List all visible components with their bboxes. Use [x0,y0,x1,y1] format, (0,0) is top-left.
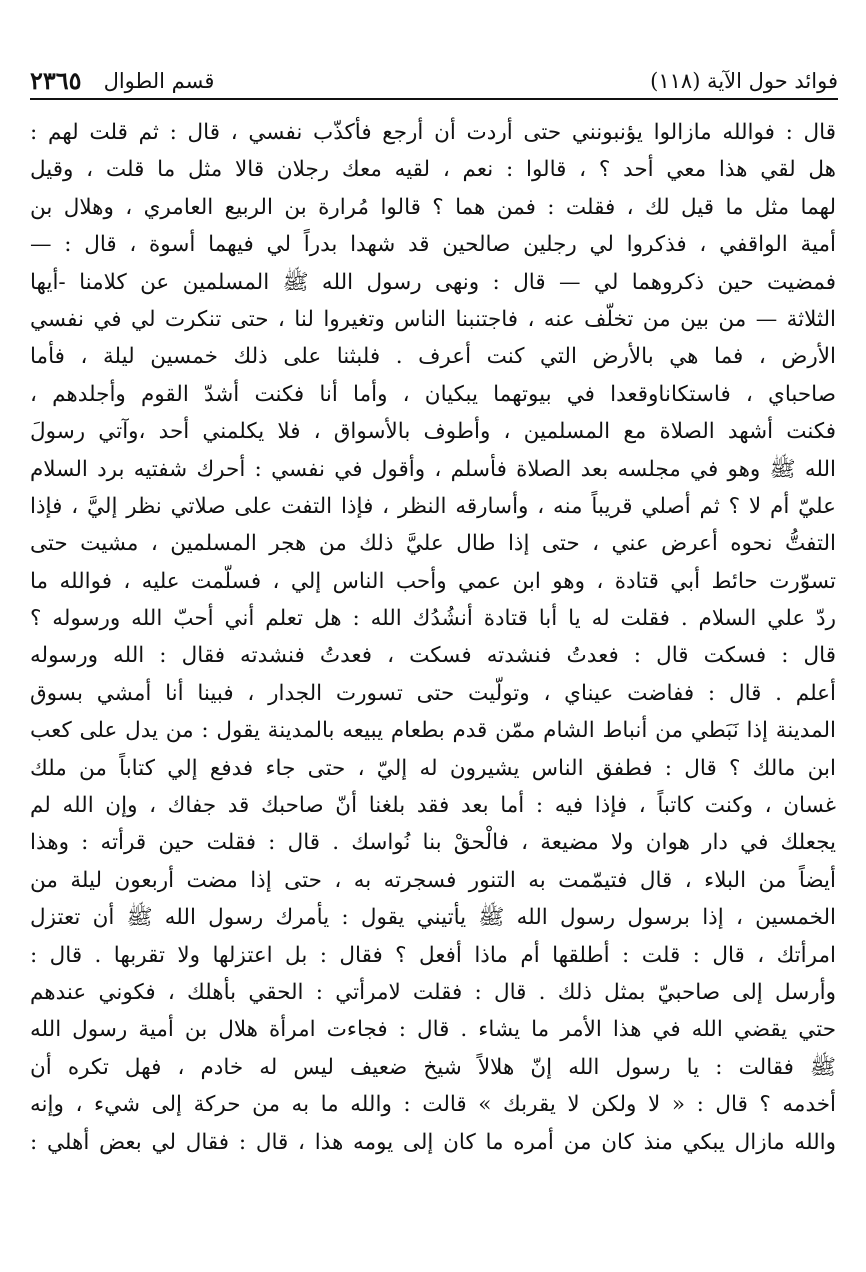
text-line: تسوّرت حائط أبي قتادة ، وهو ابن عمي وأحب الناس إلي ، فسلّمت عليه ، فوالله ما [30,568,836,594]
text-line: ﷺ فقالت : يا رسول الله إنّ هلالاً شيخ ضعيف ليس له خادم ، فهل تكره أن [30,1054,836,1080]
running-title: فوائد حول الآية (١١٨) [650,69,838,93]
text-line: والله مازال يبكي منذ كان من أمره ما كان إلى يومه هذا ، قال : فقال لي بعض أهلي : [30,1129,836,1155]
text-line: حتي يقضي الله في هذا الأمر ما يشاء . قال : فجاءت امرأة هلال بن أمية رسول الله [30,1017,836,1043]
text-line: هل لقي هذا معي أحد ؟ ، قالوا : نعم ، لقيه معك رجلان قالا مثل ما قلت ، وقيل [30,157,836,183]
text-line: أمية الواقفي ، فذكروا لي رجلين صالحين قد شهدا بدراً لي فيهما أسوة ، قال : — [30,232,836,258]
page-number: ٢٣٦٥ [30,66,82,95]
text-line: امرأتك ، قال : قلت : أطلقها أم ماذا أفعل ؟ فقال : بل اعتزلها ولا تقربها . قال : [30,942,836,968]
text-line: الله ﷺ وهو في مجلسه بعد الصلاة فأسلم ، وأقول في نفسي : أحرك شفتيه برد السلام [30,456,836,482]
header-divider [30,98,838,100]
text-line: ردّ علي السلام . فقلت له يا أبا قتادة أنشُدُك الله : هل تعلم أني أحبّ الله ورسوله ؟ [30,606,836,632]
text-line: فكنت أشهد الصلاة مع المسلمين ، وأطوف بالأسواق ، فلا يكلمني أحد ،وآتي رسولَ [30,419,836,445]
text-line: فمضيت حين ذكروهما لي — قال : ونهى رسول الله ﷺ المسلمين عن كلامنا -أيها [30,269,836,295]
text-line: لهما مثل ما قيل لك ، فقلت : فمن هما ؟ قالوا مُرارة بن الربيع العامري ، وهلال بن [30,194,836,220]
text-line: صاحباي ، فاستكاناوقعدا في بيوتهما يبكيان ، وأما أنا فكنت أشدّ القوم وأجلدهم ، [30,381,836,407]
page-header [30,56,838,96]
text-line: الثلاثة — من بين من تخلّف عنه ، فاجتنبنا الناس وتغيروا لنا ، حتى تنكرت لي في نفسي [30,306,836,332]
text-line: قال : فسكت قال : فعدتُ فنشدته فسكت ، فعدتُ فنشدته فقال : الله ورسوله [30,643,836,669]
body-text [30,114,836,1161]
text-line: قال : فوالله مازالوا يؤنبونني حتى أردت أن أرجع فأكذّب نفسي ، قال : ثم قلت لهم : [30,120,836,145]
text-line: غسان ، وكنت كاتباً ، فإذا فيه : أما بعد فقد بلغنا أنّ صاحبك قد جفاك ، وإن الله لم [30,793,836,819]
text-line: يجعلك في دار هوان ولا مضيعة ، فالْحقْ بنا نُواسك . قال : فقلت حين قرأته : وهذا [30,830,836,856]
text-line: التفتُّ نحوه أعرض عني ، حتى إذا طال عليَّ ذلك من هجر المسلمين ، مشيت حتى [30,531,836,557]
text-line: الأرض ، فما هي بالأرض التي كنت أعرف . فلبثنا على ذلك خمسين ليلة ، فأما [30,344,836,370]
text-line: المدينة إذا نَبَطي من أنباط الشام ممّن قدم بطعام يبيعه بالمدينة يقول : من يدل على كعب [30,718,836,744]
text-line: أيضاً من البلاء ، قال فتيمّمت به التنور فسجرته به ، حتى إذا مضت أربعون ليلة من [30,867,836,893]
text-line: أخدمه ؟ قال : « لا ولكن لا يقربك » قالت : والله ما به من حركة إلى شيء ، وإنه [30,1092,836,1118]
text-line: عليّ أم لا ؟ ثم أصلي قريباً منه ، وأسارقه النظر ، فإذا التفت على صلاتي نظر إليَّ ، فإذا [30,493,836,519]
text-line: ابن مالك ؟ قال : فطفق الناس يشيرون له إليّ ، حتى جاء فدفع إلي كتاباً من ملك [30,755,836,781]
section-title: قسم الطوال [103,69,215,93]
text-line: وأرسل إلى صاحبيّ بمثل ذلك . قال : فقلت لامرأتي : الحقي بأهلك ، فكوني عندهم [30,979,836,1005]
text-line: الخمسين ، إذا برسول رسول الله ﷺ يأتيني يقول : يأمرك رسول الله ﷺ أن تعتزل [30,905,836,931]
text-line: أعلم . قال : ففاضت عيناي ، وتولّيت حتى تسورت الجدار ، فبينا أنا أمشي بسوق [30,680,836,706]
header-left-group [30,66,214,96]
